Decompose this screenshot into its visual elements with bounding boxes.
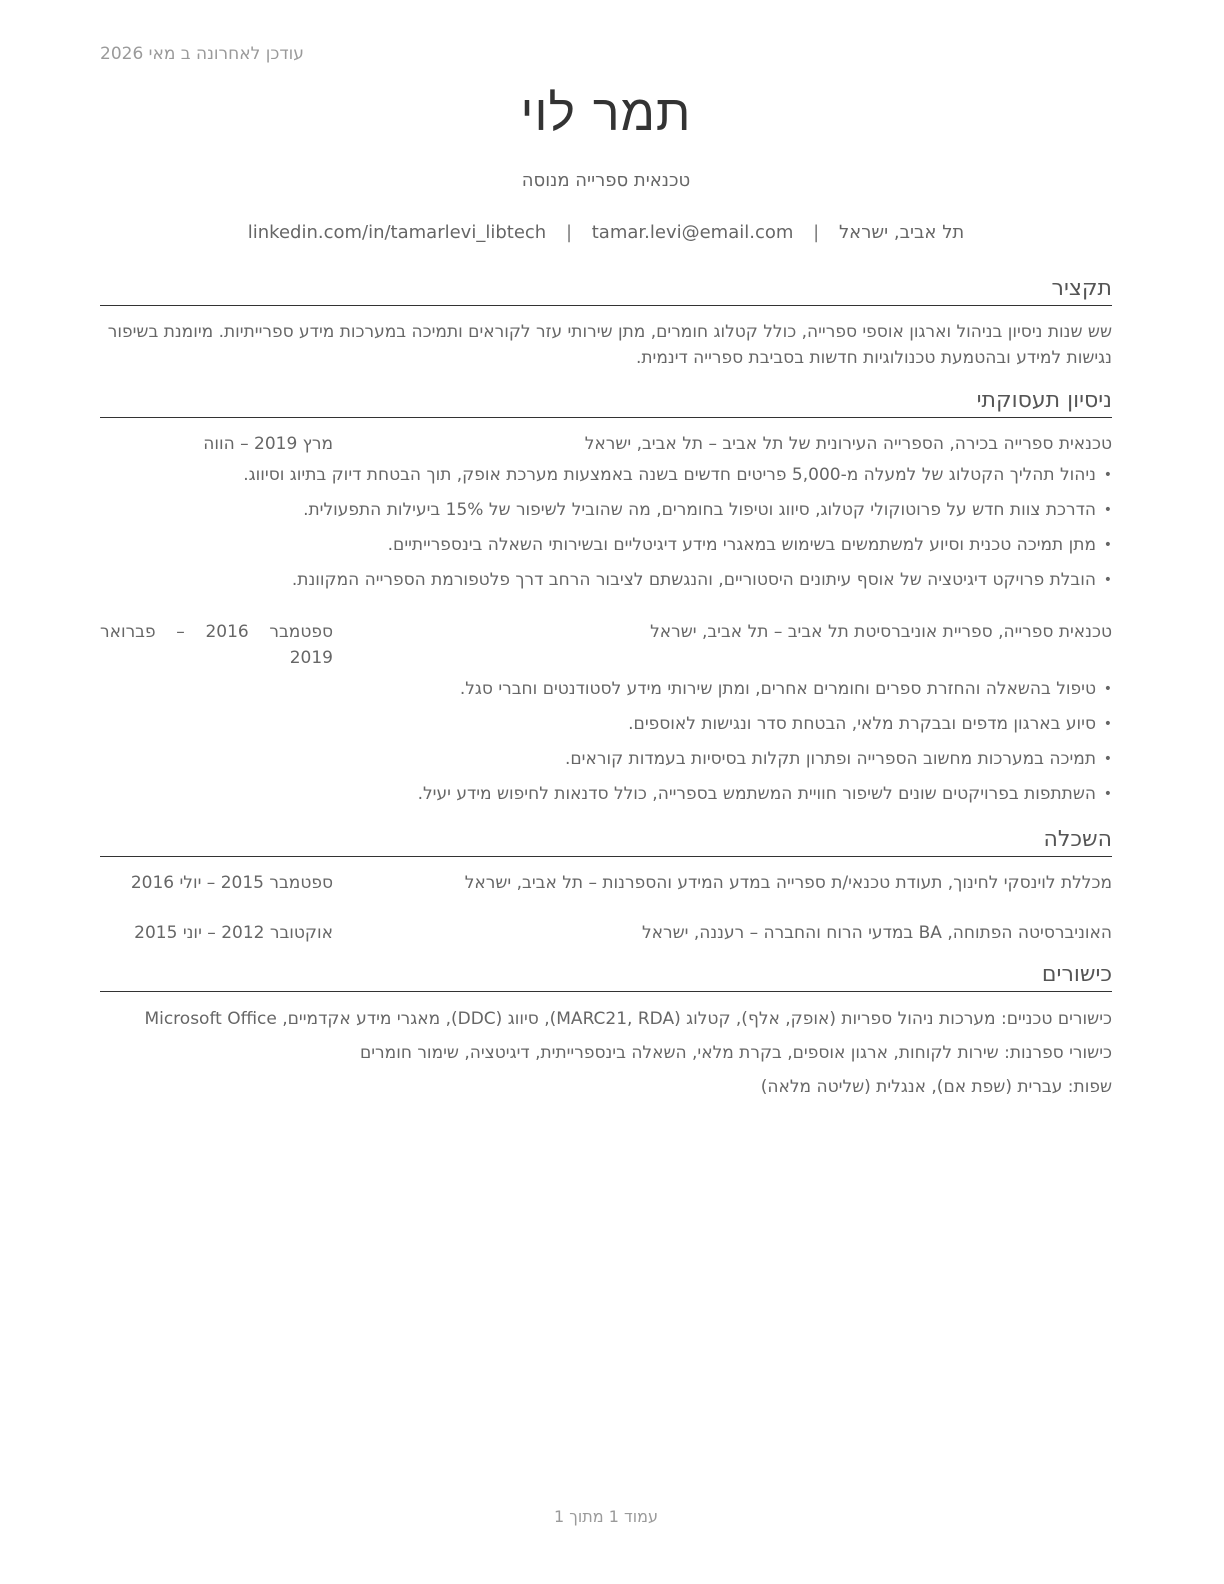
job-title: טכנאית ספרייה, ספריית אוניברסיטת תל אביב – תל אביב, ישראל xyxy=(650,622,1112,642)
contact-email-link[interactable]: tamar.levi@email.com xyxy=(591,222,794,243)
job-dates: מרץ 2019 – הווה xyxy=(203,434,333,454)
education-dates: ספטמבר 2015 – יולי 2016 xyxy=(130,873,333,893)
section-title-skills: כישורים xyxy=(100,960,1112,992)
job-bullet: • הדרכת צוות חדש על פרוטוקולי קטלוג, סיווג וטיפול בחומרים, מה שהוביל לשיפור של 15% ביעילות התפעולית. xyxy=(100,497,1112,523)
section-title-summary: תקציר xyxy=(100,274,1112,306)
resume-page xyxy=(100,0,1112,1584)
bullet-dot-icon: • xyxy=(1103,502,1112,518)
bullet-dot-icon: • xyxy=(1103,751,1112,767)
education-item xyxy=(100,920,1112,946)
job-bullet: • ניהול תהליך הקטלוג של למעלה מ-5,000 פריטים חדשים בשנה באמצעות מערכת אופק, תוך הבטחת דיוק בתיוג וסיווג. xyxy=(100,462,1112,488)
job-bullet: • השתתפות בפרויקטים שונים לשיפור חוויית המשתמש בספרייה, כולל סדנאות לחיפוש מידע יעיל. xyxy=(100,781,1112,807)
contact-line xyxy=(100,222,1112,243)
contact-location: תל אביב, ישראל xyxy=(838,222,965,243)
job-bullet: • מתן תמיכה טכנית וסיוע למשתמשים בשימוש במאגרי מידע דיגיטליים ובשירותי השאלה בינספרייתיים. xyxy=(100,532,1112,558)
job-bullet: • טיפול בהשאלה והחזרת ספרים וחומרים אחרים, ומתן שירותי מידע לסטודנטים וחברי סגל. xyxy=(100,676,1112,702)
bullet-dot-icon: • xyxy=(1103,467,1112,483)
section-title-experience: ניסיון תעסוקתי xyxy=(100,386,1112,418)
bullet-dot-icon: • xyxy=(1103,537,1112,553)
last-updated: עודכן לאחרונה ב מאי 2026 xyxy=(100,44,304,64)
skills-line: שפות: עברית (שפת אם), אנגלית (שליטה מלאה) xyxy=(760,1077,1112,1097)
contact-linkedin-link[interactable]: linkedin.com/in/tamarlevi_libtech xyxy=(247,222,547,243)
job-header xyxy=(100,619,1112,671)
skills-line: כישורים טכניים: מערכות ניהול ספריות (אופק, אלף), קטלוג (MARC21, RDA), סיווג (DDC), מאגרי מידע אקדמיים, Microsoft Office xyxy=(144,1009,1112,1029)
skills-line: כישורי ספרנות: שירות לקוחות, ארגון אוספים, בקרת מלאי, השאלה בינספרייתית, דיגיטציה, שימור חומרים xyxy=(359,1043,1112,1063)
bullet-dot-icon: • xyxy=(1103,716,1112,732)
bullet-dot-icon: • xyxy=(1103,681,1112,697)
bullet-dot-icon: • xyxy=(1103,572,1112,588)
candidate-name: תמר לוי xyxy=(520,84,692,142)
education-title: האוניברסיטה הפתוחה, BA במדעי הרוח והחברה – רעננה, ישראל xyxy=(641,923,1112,943)
contact-separator: | xyxy=(565,222,573,243)
job-dates: ספטמבר 2016 – פברואר 2019 xyxy=(100,622,333,668)
contact-separator: | xyxy=(813,222,820,243)
summary-text: שש שנות ניסיון בניהול וארגון אוספי ספרייה, כולל קטלוג חומרים, מתן שירותי עזר לקוראים ותמיכה במערכות מידע ספרייתיות. מיומנת בשיפור נגישות למידע ובהטמעת טכנולוגיות חדשות בסביבת ספרייה דינמית. xyxy=(107,322,1112,368)
page-number: עמוד 1 מתוך 1 xyxy=(554,1507,658,1526)
section-title-education: השכלה xyxy=(100,825,1112,857)
job-bullet: • סיוע בארגון מדפים ובבקרת מלאי, הבטחת סדר ונגישות לאוספים. xyxy=(100,711,1112,737)
education-item xyxy=(100,870,1112,896)
education-dates: אוקטובר 2012 – יוני 2015 xyxy=(134,923,333,943)
job-bullet: • הובלת פרויקט דיגיטציה של אוסף עיתונים היסטוריים, והנגשתם לציבור הרחב דרך פלטפורמת הספרייה המקוונת. xyxy=(100,567,1112,593)
job-header xyxy=(100,431,1112,457)
job-bullet: • תמיכה במערכות מחשוב הספרייה ופתרון תקלות בסיסיות בעמדות קוראים. xyxy=(100,746,1112,772)
job-title: טכנאית ספרייה בכירה, הספרייה העירונית של תל אביב – תל אביב, ישראל xyxy=(584,434,1112,454)
education-title: מכללת לוינסקי לחינוך, תעודת טכנאי/ת ספרייה במדע המידע והספרנות – תל אביב, ישראל xyxy=(464,873,1112,893)
bullet-dot-icon: • xyxy=(1103,786,1112,802)
candidate-headline: טכנאית ספרייה מנוסה xyxy=(521,170,691,191)
